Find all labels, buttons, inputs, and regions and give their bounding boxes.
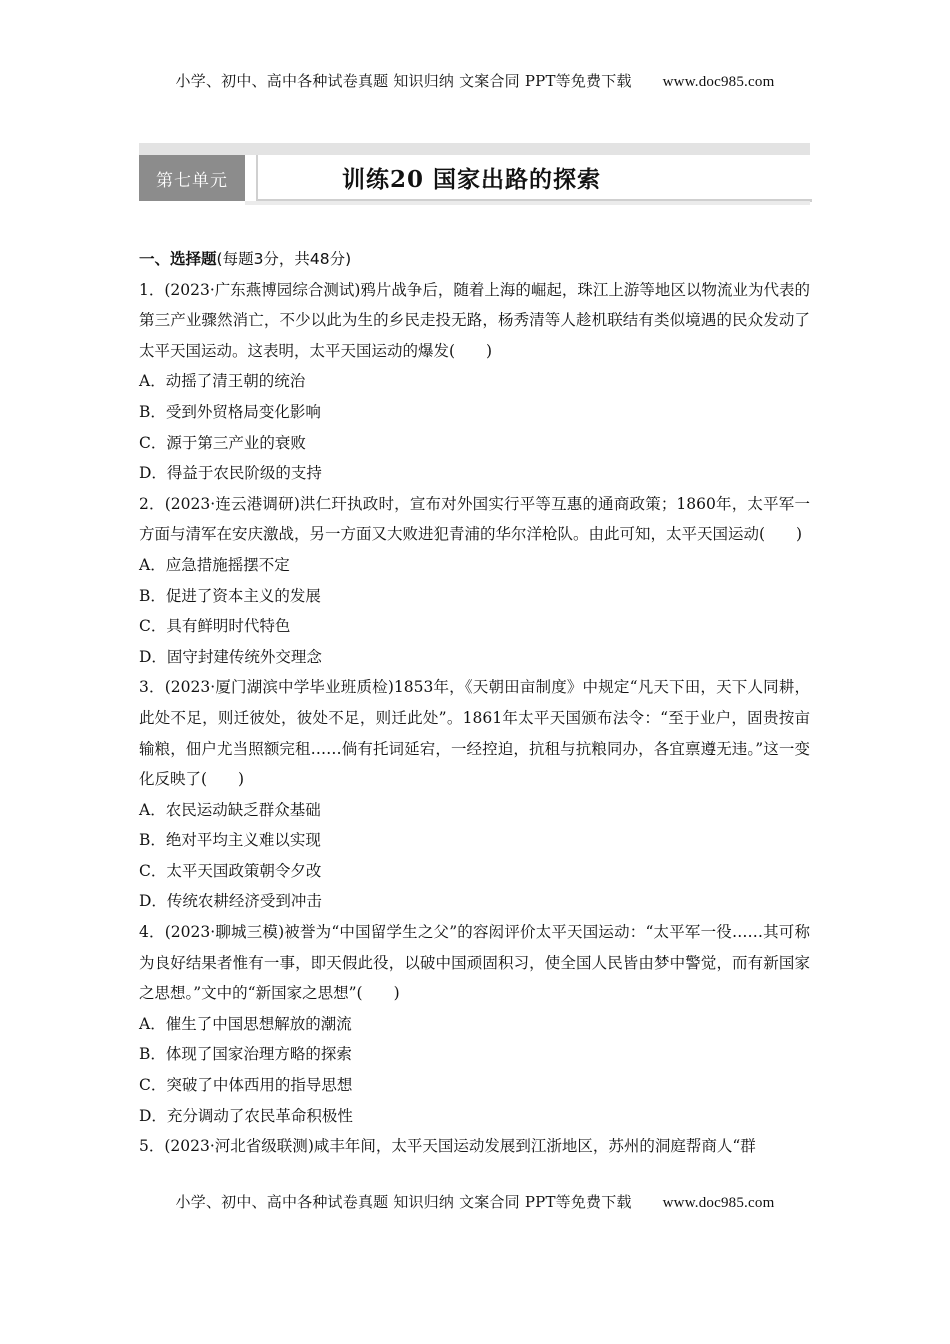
question-5 (139, 1131, 810, 1162)
question-source: 厦门湖滨中学毕业班质检 (215, 678, 388, 697)
question-source: 广东燕博园综合测试 (214, 280, 355, 299)
question-number: 5． (139, 1137, 165, 1156)
option-b[interactable]: B．受到外贸格局变化影响 (139, 402, 321, 421)
header-url[interactable]: www.doc985.com (662, 74, 775, 90)
title-rest: 国家出路的探索 (424, 167, 602, 193)
option-a[interactable]: A．催生了中国思想解放的潮流 (139, 1014, 352, 1033)
section-note: (每题3分，共48分) (216, 250, 352, 268)
page-footer (0, 1191, 950, 1212)
title-number: 20 (390, 166, 425, 193)
question-number: 1． (139, 280, 165, 299)
footer-text: 小学、初中、高中各种试卷真题 知识归纳 文案合同 PPT等免费下载 (175, 1193, 632, 1211)
section-label: 一、选择题 (139, 250, 217, 268)
question-text: )洪仁玕执政时，宣布对外国实行平等互惠的通商政策；1860年，太平军一方面与清军在安庆激战，另一方面又大败进犯青浦的华尔洋枪队。由此可知，太平天国运动( ) (139, 494, 810, 544)
question-source: 连云港调研 (215, 494, 294, 513)
option-d[interactable]: D．得益于农民阶级的支持 (139, 464, 322, 483)
question-2 (139, 489, 810, 673)
question-stem (139, 489, 810, 550)
option-c[interactable]: C．源于第三产业的衰败 (139, 433, 306, 452)
title-shadow (245, 201, 810, 205)
question-stem (139, 672, 810, 794)
question-text: )咸丰年间，太平天国运动发展到江浙地区，苏州的洞庭帮商人“群 (307, 1137, 756, 1156)
page-title (342, 161, 601, 194)
option-b[interactable]: B．促进了资本主义的发展 (139, 586, 321, 605)
title-prefix: 训练 (342, 167, 390, 193)
option-c[interactable]: C．太平天国政策朝令夕改 (139, 861, 322, 880)
question-year: (2023· (164, 678, 216, 697)
question-text: )被誉为“中国留学生之父”的容闳评价太平天国运动：“太平军一役……其可称为良好结果者惟有一事，即天假此役，以破中国顽固积习，使全国人民皆由梦中警觉，而有新国家之思想。”文中的“新国家之思想”( ) (139, 923, 810, 1003)
question-3 (139, 672, 810, 917)
question-source: 河北省级联测 (214, 1137, 308, 1156)
header-text: 小学、初中、高中各种试卷真题 知识归纳 文案合同 PPT等免费下载 (175, 72, 632, 90)
option-d[interactable]: D．传统农耕经济受到冲击 (139, 892, 322, 911)
option-b[interactable]: B．绝对平均主义难以实现 (139, 831, 321, 850)
page-header (0, 70, 950, 91)
unit-banner (139, 143, 810, 211)
option-b[interactable]: B．体现了国家治理方略的探索 (139, 1045, 352, 1064)
option-a[interactable]: A．动摇了清王朝的统治 (139, 372, 306, 391)
question-year: (2023· (164, 494, 216, 513)
option-c[interactable]: C．具有鲜明时代特色 (139, 617, 291, 636)
question-content (139, 244, 810, 1162)
footer-url[interactable]: www.doc985.com (662, 1195, 775, 1211)
question-year: (2023· (164, 280, 215, 299)
question-stem (139, 1131, 810, 1162)
unit-tag: 第七单元 (139, 155, 245, 201)
question-year: (2023· (164, 923, 216, 942)
question-4 (139, 917, 810, 1131)
question-text: )鸦片战争后，随着上海的崛起，珠江上游等地区以物流业为代表的第三产业骤然消亡，不少以此为生的乡民走投无路，杨秀清等人趁机联结有类似境遇的民众发动了太平天国运动。这表明，太平天国运动的爆发( ) (139, 280, 810, 360)
option-d[interactable]: D．固守封建传统外交理念 (139, 647, 322, 666)
question-1 (139, 275, 810, 489)
option-a[interactable]: A．农民运动缺乏群众基础 (139, 800, 321, 819)
option-a[interactable]: A．应急措施摇摆不定 (139, 555, 290, 574)
question-stem (139, 275, 810, 367)
title-box (256, 155, 812, 202)
option-c[interactable]: C．突破了中体西用的指导思想 (139, 1076, 353, 1095)
question-source: 聊城三模 (215, 923, 279, 942)
banner-background (139, 143, 810, 155)
question-number: 4． (139, 923, 165, 942)
section-heading (139, 244, 810, 275)
option-d[interactable]: D．充分调动了农民革命积极性 (139, 1106, 353, 1125)
question-text: )1853年，《天朝田亩制度》中规定“凡天下田，天下人同耕，此处不足，则迁彼处，彼处不足，则迁此处”。1861年太平天国颁布法令：“至于业户，固贵按亩输粮，佃户尤当照额完租……倘有托词延宕，一经控迫，抗租与抗粮同办，各宜禀遵无违。”这一变化反映了( ) (139, 678, 810, 789)
question-number: 3． (139, 678, 165, 697)
question-year: (2023· (164, 1137, 215, 1156)
question-stem (139, 917, 810, 1009)
question-number: 2． (139, 494, 165, 513)
